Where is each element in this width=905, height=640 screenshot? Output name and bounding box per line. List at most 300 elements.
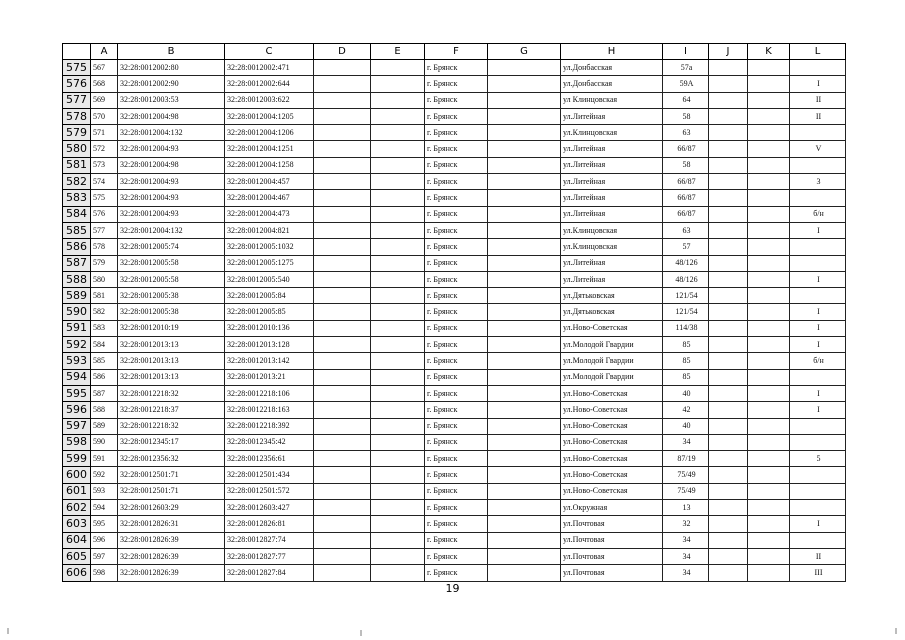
- column-header-l[interactable]: L: [790, 44, 846, 60]
- cell-i[interactable]: 87/19: [663, 451, 709, 467]
- cell-b[interactable]: 32:28:0012005:38: [118, 304, 225, 320]
- cell-e[interactable]: [371, 451, 425, 467]
- row-number[interactable]: 586: [63, 239, 91, 255]
- cell-f[interactable]: г. Брянск: [425, 385, 488, 401]
- cell-l[interactable]: I: [790, 271, 846, 287]
- cell-k[interactable]: [748, 516, 790, 532]
- cell-c[interactable]: 32:28:0012004:821: [225, 222, 314, 238]
- cell-b[interactable]: 32:28:0012004:93: [118, 190, 225, 206]
- cell-c[interactable]: 32:28:0012010:136: [225, 320, 314, 336]
- cell-h[interactable]: ул.Литейная: [561, 271, 663, 287]
- cell-k[interactable]: [748, 369, 790, 385]
- row-number[interactable]: 604: [63, 532, 91, 548]
- cell-a[interactable]: 587: [91, 385, 118, 401]
- cell-j[interactable]: [709, 174, 748, 190]
- cell-e[interactable]: [371, 239, 425, 255]
- cell-a[interactable]: 597: [91, 548, 118, 564]
- cell-c[interactable]: 32:28:0012002:471: [225, 60, 314, 76]
- cell-a[interactable]: 582: [91, 304, 118, 320]
- cell-a[interactable]: 577: [91, 222, 118, 238]
- cell-i[interactable]: 64: [663, 92, 709, 108]
- cell-k[interactable]: [748, 157, 790, 173]
- cell-f[interactable]: г. Брянск: [425, 337, 488, 353]
- cell-a[interactable]: 592: [91, 467, 118, 483]
- cell-a[interactable]: 596: [91, 532, 118, 548]
- cell-j[interactable]: [709, 206, 748, 222]
- cell-f[interactable]: г. Брянск: [425, 467, 488, 483]
- cell-d[interactable]: [314, 369, 371, 385]
- row-number[interactable]: 587: [63, 255, 91, 271]
- cell-j[interactable]: [709, 418, 748, 434]
- cell-f[interactable]: г. Брянск: [425, 451, 488, 467]
- cell-h[interactable]: ул.Окружная: [561, 500, 663, 516]
- cell-l[interactable]: [790, 239, 846, 255]
- cell-f[interactable]: г. Брянск: [425, 125, 488, 141]
- cell-d[interactable]: [314, 288, 371, 304]
- row-number[interactable]: 598: [63, 434, 91, 450]
- cell-k[interactable]: [748, 304, 790, 320]
- cell-j[interactable]: [709, 500, 748, 516]
- cell-k[interactable]: [748, 483, 790, 499]
- cell-k[interactable]: [748, 337, 790, 353]
- cell-b[interactable]: 32:28:0012005:74: [118, 239, 225, 255]
- cell-h[interactable]: ул.Литейная: [561, 157, 663, 173]
- cell-f[interactable]: г. Брянск: [425, 434, 488, 450]
- cell-f[interactable]: г. Брянск: [425, 288, 488, 304]
- cell-a[interactable]: 567: [91, 60, 118, 76]
- cell-e[interactable]: [371, 353, 425, 369]
- cell-b[interactable]: 32:28:0012005:58: [118, 271, 225, 287]
- cell-i[interactable]: 66/87: [663, 206, 709, 222]
- column-header-b[interactable]: B: [118, 44, 225, 60]
- cell-e[interactable]: [371, 320, 425, 336]
- cell-l[interactable]: [790, 60, 846, 76]
- cell-f[interactable]: г. Брянск: [425, 483, 488, 499]
- cell-i[interactable]: 85: [663, 353, 709, 369]
- cell-l[interactable]: б/н: [790, 353, 846, 369]
- cell-k[interactable]: [748, 288, 790, 304]
- cell-i[interactable]: 13: [663, 500, 709, 516]
- row-number[interactable]: 578: [63, 108, 91, 124]
- cell-i[interactable]: 58: [663, 108, 709, 124]
- cell-h[interactable]: ул.Литейная: [561, 108, 663, 124]
- row-number[interactable]: 582: [63, 174, 91, 190]
- cell-h[interactable]: ул.Ново-Советская: [561, 402, 663, 418]
- cell-h[interactable]: ул.Почтовая: [561, 516, 663, 532]
- row-number[interactable]: 600: [63, 467, 91, 483]
- cell-c[interactable]: 32:28:0012345:42: [225, 434, 314, 450]
- cell-b[interactable]: 32:28:0012218:32: [118, 385, 225, 401]
- cell-i[interactable]: 40: [663, 385, 709, 401]
- cell-g[interactable]: [488, 288, 561, 304]
- cell-a[interactable]: 570: [91, 108, 118, 124]
- cell-b[interactable]: 32:28:0012501:71: [118, 483, 225, 499]
- cell-e[interactable]: [371, 467, 425, 483]
- cell-j[interactable]: [709, 60, 748, 76]
- cell-d[interactable]: [314, 418, 371, 434]
- cell-l[interactable]: II: [790, 108, 846, 124]
- cell-g[interactable]: [488, 108, 561, 124]
- cell-e[interactable]: [371, 385, 425, 401]
- cell-k[interactable]: [748, 451, 790, 467]
- cell-i[interactable]: 66/87: [663, 190, 709, 206]
- cell-j[interactable]: [709, 157, 748, 173]
- cell-h[interactable]: ул.Ново-Советская: [561, 418, 663, 434]
- cell-h[interactable]: ул.Ново-Советская: [561, 320, 663, 336]
- cell-g[interactable]: [488, 76, 561, 92]
- cell-c[interactable]: 32:28:0012004:473: [225, 206, 314, 222]
- cell-c[interactable]: 32:28:0012005:1275: [225, 255, 314, 271]
- cell-e[interactable]: [371, 565, 425, 581]
- cell-g[interactable]: [488, 320, 561, 336]
- cell-i[interactable]: 57а: [663, 60, 709, 76]
- cell-i[interactable]: 121/54: [663, 288, 709, 304]
- cell-g[interactable]: [488, 532, 561, 548]
- cell-f[interactable]: г. Брянск: [425, 565, 488, 581]
- cell-a[interactable]: 584: [91, 337, 118, 353]
- column-header-d[interactable]: D: [314, 44, 371, 60]
- row-number[interactable]: 594: [63, 369, 91, 385]
- cell-c[interactable]: 32:28:0012218:106: [225, 385, 314, 401]
- cell-f[interactable]: г. Брянск: [425, 369, 488, 385]
- row-number[interactable]: 601: [63, 483, 91, 499]
- row-number[interactable]: 579: [63, 125, 91, 141]
- cell-f[interactable]: г. Брянск: [425, 222, 488, 238]
- cell-j[interactable]: [709, 565, 748, 581]
- cell-j[interactable]: [709, 467, 748, 483]
- cell-k[interactable]: [748, 190, 790, 206]
- cell-d[interactable]: [314, 565, 371, 581]
- cell-l[interactable]: [790, 125, 846, 141]
- cell-c[interactable]: 32:28:0012603:427: [225, 500, 314, 516]
- cell-c[interactable]: 32:28:0012005:85: [225, 304, 314, 320]
- cell-j[interactable]: [709, 141, 748, 157]
- row-number[interactable]: 605: [63, 548, 91, 564]
- cell-i[interactable]: 66/87: [663, 141, 709, 157]
- cell-a[interactable]: 568: [91, 76, 118, 92]
- row-number[interactable]: 590: [63, 304, 91, 320]
- cell-h[interactable]: ул.Клинцовская: [561, 125, 663, 141]
- cell-a[interactable]: 578: [91, 239, 118, 255]
- cell-e[interactable]: [371, 190, 425, 206]
- cell-c[interactable]: 32:28:0012005:1032: [225, 239, 314, 255]
- cell-e[interactable]: [371, 108, 425, 124]
- cell-l[interactable]: I: [790, 320, 846, 336]
- cell-f[interactable]: г. Брянск: [425, 353, 488, 369]
- cell-g[interactable]: [488, 418, 561, 434]
- row-number[interactable]: 593: [63, 353, 91, 369]
- cell-g[interactable]: [488, 239, 561, 255]
- cell-j[interactable]: [709, 239, 748, 255]
- cell-b[interactable]: 32:28:0012603:29: [118, 500, 225, 516]
- cell-h[interactable]: ул.Почтовая: [561, 532, 663, 548]
- cell-e[interactable]: [371, 500, 425, 516]
- cell-e[interactable]: [371, 76, 425, 92]
- row-number[interactable]: 589: [63, 288, 91, 304]
- row-number[interactable]: 585: [63, 222, 91, 238]
- cell-j[interactable]: [709, 320, 748, 336]
- cell-c[interactable]: 32:28:0012004:457: [225, 174, 314, 190]
- row-number[interactable]: 584: [63, 206, 91, 222]
- cell-i[interactable]: 66/87: [663, 174, 709, 190]
- cell-c[interactable]: 32:28:0012004:1206: [225, 125, 314, 141]
- cell-d[interactable]: [314, 304, 371, 320]
- cell-k[interactable]: [748, 206, 790, 222]
- cell-j[interactable]: [709, 288, 748, 304]
- cell-f[interactable]: г. Брянск: [425, 255, 488, 271]
- cell-g[interactable]: [488, 222, 561, 238]
- cell-k[interactable]: [748, 174, 790, 190]
- cell-c[interactable]: 32:28:0012013:128: [225, 337, 314, 353]
- cell-c[interactable]: 32:28:0012013:142: [225, 353, 314, 369]
- cell-a[interactable]: 571: [91, 125, 118, 141]
- cell-b[interactable]: 32:28:0012218:32: [118, 418, 225, 434]
- cell-b[interactable]: 32:28:0012004:93: [118, 141, 225, 157]
- cell-h[interactable]: ул.Ново-Советская: [561, 467, 663, 483]
- cell-h[interactable]: ул.Молодой Гвардии: [561, 337, 663, 353]
- cell-b[interactable]: 32:28:0012826:31: [118, 516, 225, 532]
- cell-a[interactable]: 591: [91, 451, 118, 467]
- cell-c[interactable]: 32:28:0012827:77: [225, 548, 314, 564]
- cell-h[interactable]: ул.Литейная: [561, 206, 663, 222]
- cell-a[interactable]: 573: [91, 157, 118, 173]
- cell-l[interactable]: [790, 483, 846, 499]
- cell-a[interactable]: 585: [91, 353, 118, 369]
- cell-k[interactable]: [748, 532, 790, 548]
- cell-a[interactable]: 593: [91, 483, 118, 499]
- cell-d[interactable]: [314, 532, 371, 548]
- cell-a[interactable]: 598: [91, 565, 118, 581]
- cell-a[interactable]: 574: [91, 174, 118, 190]
- cell-d[interactable]: [314, 500, 371, 516]
- cell-g[interactable]: [488, 434, 561, 450]
- row-number[interactable]: 597: [63, 418, 91, 434]
- cell-i[interactable]: 48/126: [663, 271, 709, 287]
- cell-k[interactable]: [748, 255, 790, 271]
- cell-j[interactable]: [709, 125, 748, 141]
- cell-d[interactable]: [314, 174, 371, 190]
- cell-j[interactable]: [709, 304, 748, 320]
- cell-g[interactable]: [488, 125, 561, 141]
- cell-c[interactable]: 32:28:0012013:21: [225, 369, 314, 385]
- cell-c[interactable]: 32:28:0012003:622: [225, 92, 314, 108]
- cell-g[interactable]: [488, 483, 561, 499]
- cell-j[interactable]: [709, 451, 748, 467]
- cell-f[interactable]: г. Брянск: [425, 206, 488, 222]
- cell-i[interactable]: 34: [663, 434, 709, 450]
- cell-b[interactable]: 32:28:0012004:132: [118, 222, 225, 238]
- cell-d[interactable]: [314, 451, 371, 467]
- cell-d[interactable]: [314, 255, 371, 271]
- cell-k[interactable]: [748, 222, 790, 238]
- cell-g[interactable]: [488, 60, 561, 76]
- row-number[interactable]: 602: [63, 500, 91, 516]
- cell-f[interactable]: г. Брянск: [425, 304, 488, 320]
- cell-k[interactable]: [748, 402, 790, 418]
- cell-k[interactable]: [748, 108, 790, 124]
- cell-d[interactable]: [314, 125, 371, 141]
- cell-i[interactable]: 85: [663, 337, 709, 353]
- cell-j[interactable]: [709, 337, 748, 353]
- cell-i[interactable]: 75/49: [663, 467, 709, 483]
- cell-l[interactable]: [790, 369, 846, 385]
- cell-g[interactable]: [488, 385, 561, 401]
- cell-a[interactable]: 576: [91, 206, 118, 222]
- cell-i[interactable]: 57: [663, 239, 709, 255]
- cell-b[interactable]: 32:28:0012501:71: [118, 467, 225, 483]
- cell-l[interactable]: [790, 255, 846, 271]
- cell-l[interactable]: [790, 467, 846, 483]
- cell-d[interactable]: [314, 239, 371, 255]
- cell-e[interactable]: [371, 174, 425, 190]
- cell-e[interactable]: [371, 516, 425, 532]
- cell-k[interactable]: [748, 320, 790, 336]
- cell-d[interactable]: [314, 385, 371, 401]
- cell-c[interactable]: 32:28:0012004:1251: [225, 141, 314, 157]
- cell-f[interactable]: г. Брянск: [425, 157, 488, 173]
- cell-c[interactable]: 32:28:0012827:74: [225, 532, 314, 548]
- cell-a[interactable]: 589: [91, 418, 118, 434]
- row-number[interactable]: 592: [63, 337, 91, 353]
- cell-e[interactable]: [371, 141, 425, 157]
- cell-f[interactable]: г. Брянск: [425, 92, 488, 108]
- cell-h[interactable]: ул.Клинцовская: [561, 239, 663, 255]
- cell-f[interactable]: г. Брянск: [425, 516, 488, 532]
- cell-a[interactable]: 572: [91, 141, 118, 157]
- cell-h[interactable]: ул.Литейная: [561, 255, 663, 271]
- cell-e[interactable]: [371, 402, 425, 418]
- cell-a[interactable]: 595: [91, 516, 118, 532]
- cell-l[interactable]: [790, 500, 846, 516]
- cell-j[interactable]: [709, 402, 748, 418]
- cell-k[interactable]: [748, 125, 790, 141]
- cell-c[interactable]: 32:28:0012826:81: [225, 516, 314, 532]
- cell-d[interactable]: [314, 548, 371, 564]
- cell-f[interactable]: г. Брянск: [425, 190, 488, 206]
- cell-a[interactable]: 590: [91, 434, 118, 450]
- cell-k[interactable]: [748, 548, 790, 564]
- cell-j[interactable]: [709, 483, 748, 499]
- cell-d[interactable]: [314, 157, 371, 173]
- cell-g[interactable]: [488, 92, 561, 108]
- cell-l[interactable]: 5: [790, 451, 846, 467]
- cell-d[interactable]: [314, 60, 371, 76]
- cell-e[interactable]: [371, 255, 425, 271]
- cell-g[interactable]: [488, 467, 561, 483]
- cell-e[interactable]: [371, 369, 425, 385]
- cell-f[interactable]: г. Брянск: [425, 141, 488, 157]
- row-number[interactable]: 581: [63, 157, 91, 173]
- cell-l[interactable]: III: [790, 565, 846, 581]
- cell-l[interactable]: [790, 190, 846, 206]
- cell-j[interactable]: [709, 516, 748, 532]
- cell-l[interactable]: I: [790, 385, 846, 401]
- cell-d[interactable]: [314, 402, 371, 418]
- cell-b[interactable]: 32:28:0012004:132: [118, 125, 225, 141]
- cell-a[interactable]: 581: [91, 288, 118, 304]
- cell-h[interactable]: ул.Молодой Гвардии: [561, 353, 663, 369]
- cell-g[interactable]: [488, 451, 561, 467]
- cell-d[interactable]: [314, 222, 371, 238]
- cell-k[interactable]: [748, 141, 790, 157]
- cell-f[interactable]: г. Брянск: [425, 239, 488, 255]
- cell-l[interactable]: I: [790, 76, 846, 92]
- cell-h[interactable]: ул.Ново-Советская: [561, 483, 663, 499]
- row-number[interactable]: 577: [63, 92, 91, 108]
- cell-e[interactable]: [371, 483, 425, 499]
- cell-j[interactable]: [709, 108, 748, 124]
- cell-d[interactable]: [314, 76, 371, 92]
- cell-g[interactable]: [488, 548, 561, 564]
- row-number[interactable]: 603: [63, 516, 91, 532]
- cell-f[interactable]: г. Брянск: [425, 548, 488, 564]
- cell-c[interactable]: 32:28:0012356:61: [225, 451, 314, 467]
- cell-f[interactable]: г. Брянск: [425, 500, 488, 516]
- cell-i[interactable]: 42: [663, 402, 709, 418]
- cell-k[interactable]: [748, 60, 790, 76]
- cell-h[interactable]: ул.Ново-Советская: [561, 385, 663, 401]
- cell-l[interactable]: б/н: [790, 206, 846, 222]
- cell-l[interactable]: [790, 418, 846, 434]
- cell-j[interactable]: [709, 255, 748, 271]
- cell-l[interactable]: II: [790, 548, 846, 564]
- cell-i[interactable]: 48/126: [663, 255, 709, 271]
- cell-g[interactable]: [488, 141, 561, 157]
- cell-b[interactable]: 32:28:0012005:58: [118, 255, 225, 271]
- cell-d[interactable]: [314, 141, 371, 157]
- cell-l[interactable]: II: [790, 92, 846, 108]
- cell-g[interactable]: [488, 255, 561, 271]
- row-number[interactable]: 596: [63, 402, 91, 418]
- cell-j[interactable]: [709, 222, 748, 238]
- cell-b[interactable]: 32:28:0012002:80: [118, 60, 225, 76]
- cell-i[interactable]: 34: [663, 548, 709, 564]
- cell-d[interactable]: [314, 516, 371, 532]
- cell-g[interactable]: [488, 516, 561, 532]
- cell-i[interactable]: 63: [663, 222, 709, 238]
- cell-e[interactable]: [371, 434, 425, 450]
- cell-h[interactable]: ул.Литейная: [561, 190, 663, 206]
- cell-b[interactable]: 32:28:0012013:13: [118, 353, 225, 369]
- cell-c[interactable]: 32:28:0012005:84: [225, 288, 314, 304]
- cell-h[interactable]: ул.Литейная: [561, 141, 663, 157]
- cell-f[interactable]: г. Брянск: [425, 320, 488, 336]
- corner-cell[interactable]: [63, 44, 91, 60]
- cell-j[interactable]: [709, 271, 748, 287]
- cell-e[interactable]: [371, 60, 425, 76]
- cell-c[interactable]: 32:28:0012218:163: [225, 402, 314, 418]
- cell-c[interactable]: 32:28:0012501:572: [225, 483, 314, 499]
- cell-e[interactable]: [371, 92, 425, 108]
- cell-d[interactable]: [314, 271, 371, 287]
- cell-h[interactable]: ул.Дятьковская: [561, 304, 663, 320]
- cell-e[interactable]: [371, 206, 425, 222]
- row-number[interactable]: 580: [63, 141, 91, 157]
- cell-i[interactable]: 34: [663, 532, 709, 548]
- cell-a[interactable]: 583: [91, 320, 118, 336]
- cell-b[interactable]: 32:28:0012356:32: [118, 451, 225, 467]
- cell-b[interactable]: 32:28:0012013:13: [118, 369, 225, 385]
- cell-d[interactable]: [314, 434, 371, 450]
- cell-a[interactable]: 579: [91, 255, 118, 271]
- cell-h[interactable]: ул.Дятьковская: [561, 288, 663, 304]
- cell-g[interactable]: [488, 206, 561, 222]
- cell-i[interactable]: 40: [663, 418, 709, 434]
- cell-j[interactable]: [709, 92, 748, 108]
- column-header-g[interactable]: G: [488, 44, 561, 60]
- cell-e[interactable]: [371, 337, 425, 353]
- cell-e[interactable]: [371, 157, 425, 173]
